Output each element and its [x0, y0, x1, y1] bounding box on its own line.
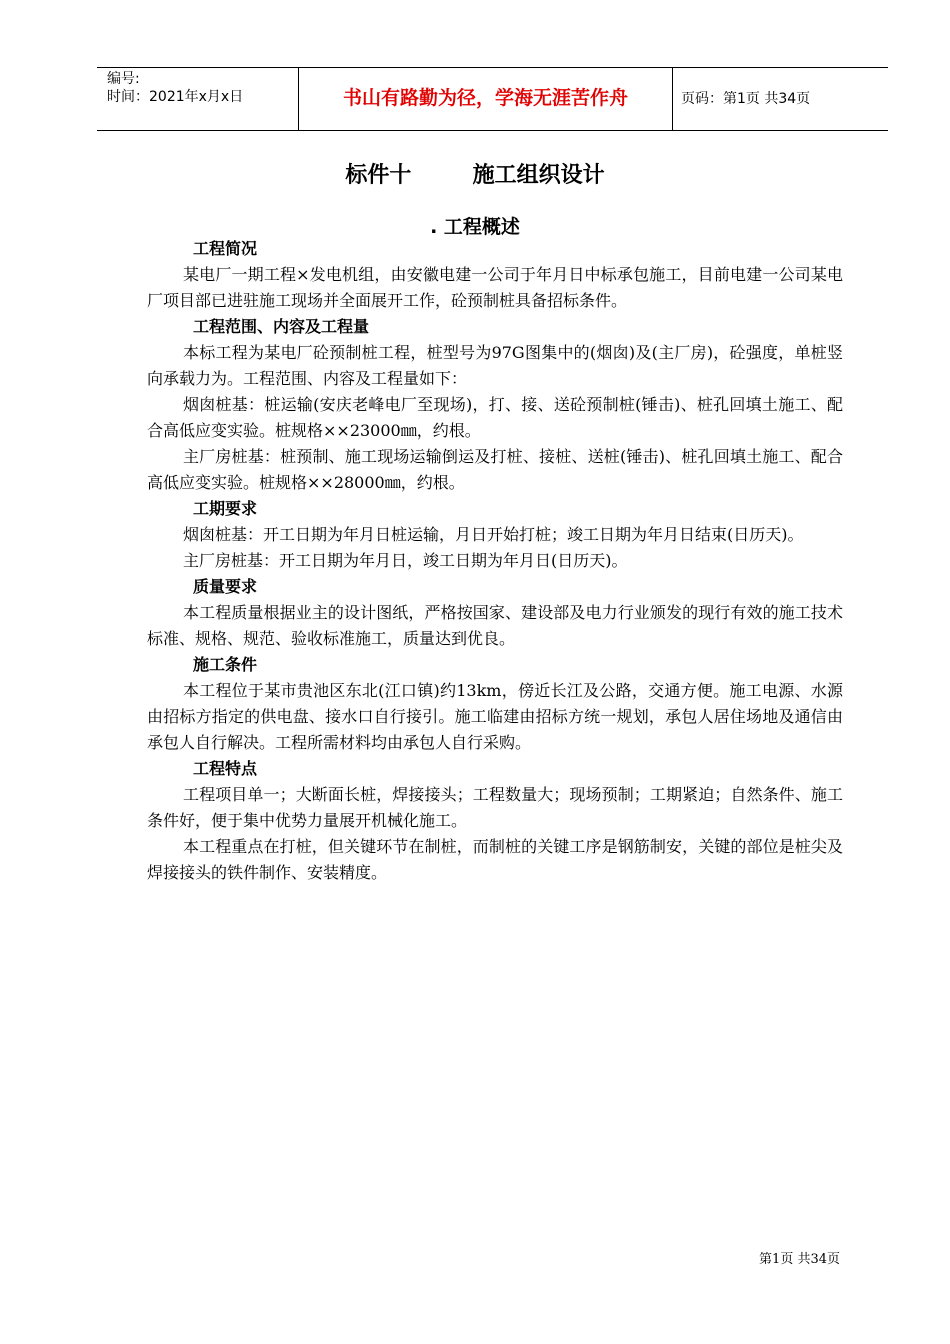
section-schedule — [147, 496, 843, 574]
header-page-cell — [673, 68, 888, 130]
document-number-label: 编号: — [107, 71, 140, 87]
body-paragraph: 主厂房桩基：桩预制、施工现场运输倒运及打桩、接桩、送桩(锤击)、桩孔回填土施工、配合高低应变实验。桩规格××28000㎜，约根。 — [147, 447, 843, 492]
header-motto-cell — [299, 68, 673, 130]
section-heading: 工期要求 — [193, 499, 258, 518]
section-scope — [147, 314, 843, 496]
page-header — [97, 67, 888, 131]
body-paragraph: 本工程质量根据业主的设计图纸，严格按国家、建设部及电力行业颁发的现行有效的施工技术标准、规格、规范、验收标准施工，质量达到优良。 — [147, 603, 843, 648]
body-paragraph: 某电厂一期工程×发电机组，由安徽电建一公司于年月日中标承包施工，目前电建一公司某电厂项目部已进驻施工现场并全面展开工作，砼预制桩具备招标条件。 — [147, 265, 843, 310]
page-footer: 第1页 共34页 — [759, 1252, 840, 1267]
body-paragraph: 烟囱桩基：桩运输(安庆老峰电厂至现场)，打、接、送砼预制桩(锤击)、桩孔回填土施工、配合高低应变实验。桩规格××23000㎜，约根。 — [147, 395, 843, 440]
section-features — [147, 756, 843, 886]
document-title: 标件十 施工组织设计 — [345, 163, 605, 188]
body-paragraph: 工程项目单一；大断面长桩，焊接接头；工程数量大；现场预制；工期紧迫；自然条件、施工条件好，便于集中优势力量展开机械化施工。 — [147, 785, 843, 830]
body-paragraph: 烟囱桩基：开工日期为年月日桩运输，月日开始打桩；竣工日期为年月日结束(日历天)。 — [183, 525, 804, 544]
section-heading: 质量要求 — [193, 577, 258, 596]
body-paragraph: 本工程位于某市贵池区东北(江口镇)约13km，傍近长江及公路，交通方便。施工电源、水源由招标方指定的供电盘、接水口自行接引。施工临建由招标方统一规划，承包人居住场地及通信由承包人自行解决。工程所需材料均由承包人自行采购。 — [147, 681, 843, 752]
body-paragraph: 本工程重点在打桩，但关键环节在制桩，而制桩的关键工序是钢筋制安，关键的部位是桩尖及焊接接头的铁件制作、安装精度。 — [147, 837, 843, 882]
section-heading: 工程范围、内容及工程量 — [193, 317, 370, 336]
section-title: . 工程概述 — [430, 216, 520, 238]
header-motto: 书山有路勤为径，学海无涯苦作舟 — [342, 87, 628, 109]
section-conditions — [147, 652, 843, 756]
header-meta-cell — [97, 68, 299, 130]
section-overview — [147, 236, 843, 314]
section-heading: 施工条件 — [193, 655, 258, 674]
section-heading: 工程简况 — [193, 239, 258, 258]
document-time-label: 时间：2021年x月x日 — [107, 89, 244, 105]
header-page-info: 页码：第1页 共34页 — [681, 91, 811, 107]
body-paragraph: 本标工程为某电厂砼预制桩工程，桩型号为97G图集中的(烟囱)及(主厂房)，砼强度，单桩竖向承载力为。工程范围、内容及工程量如下： — [147, 343, 843, 388]
body-paragraph: 主厂房桩基：开工日期为年月日，竣工日期为年月日(日历天)。 — [183, 551, 628, 570]
section-quality — [147, 574, 843, 652]
section-heading: 工程特点 — [193, 759, 258, 778]
document-body — [147, 236, 843, 886]
